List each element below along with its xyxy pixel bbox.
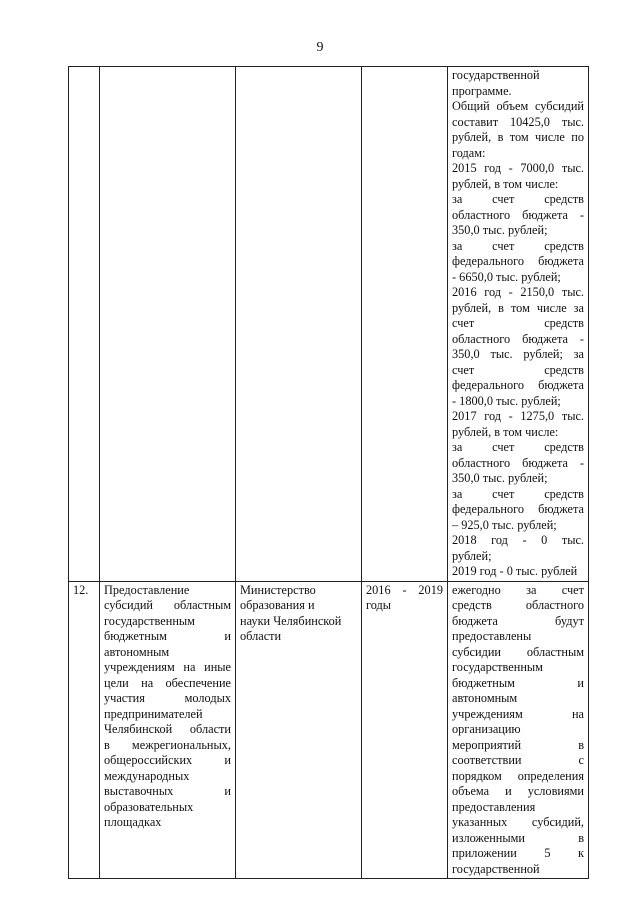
text-line: рублей; — [452, 548, 492, 563]
text-line: предоставлены — [452, 629, 532, 643]
text-line: областного бюджета - — [452, 455, 584, 470]
text-line: - 6650,0 тыс. рублей; — [452, 269, 561, 284]
text-line: Министерство — [240, 582, 316, 597]
text-line: средств областного — [452, 598, 584, 612]
text-line: площадках — [104, 815, 162, 829]
result-cell — [448, 581, 589, 879]
text-line: федерального бюджета — [452, 254, 584, 268]
text-line: государственной — [452, 68, 540, 82]
text-line: ежегодно за счет — [452, 582, 584, 597]
text-line: рублей, в том числе за — [452, 300, 584, 315]
text-line: программе. — [452, 83, 512, 98]
text-line: – 925,0 тыс. рублей; — [452, 517, 557, 532]
text-line: 2019 год - 0 тыс. рублей — [452, 564, 578, 578]
text-line: областного бюджета - — [452, 331, 584, 346]
text-line: государственным — [452, 660, 543, 674]
activity-cell — [100, 67, 236, 582]
executor-cell — [236, 67, 362, 582]
executor-text — [240, 583, 357, 645]
text-line: - 1800,0 тыс. рублей; — [452, 393, 561, 408]
text-line: науки Челябинской — [240, 613, 342, 628]
text-line: 350,0 тыс. рублей; — [452, 223, 548, 237]
text-line: общероссийских и — [104, 753, 231, 767]
text-line: 2016 - 2019 — [366, 582, 443, 597]
result-text — [452, 68, 584, 580]
program-table — [68, 66, 589, 879]
text-line: Челябинской области — [104, 722, 231, 736]
text-line: Предоставление — [104, 582, 190, 597]
text-line: организацию — [452, 722, 521, 736]
text-line: областного бюджета - — [452, 207, 584, 222]
text-line: автономным — [452, 691, 518, 705]
period-text — [366, 583, 443, 614]
text-line: предпринимателей — [104, 706, 203, 721]
text-line: международных — [104, 768, 190, 783]
text-line: счет средств — [452, 362, 584, 377]
text-line: образовательных — [104, 799, 194, 814]
text-line: за счет средств — [452, 238, 584, 253]
text-line: автономным — [104, 644, 170, 659]
period-cell — [362, 67, 448, 582]
text-line: в межрегиональных, — [104, 737, 231, 752]
text-line: приложении 5 к — [452, 846, 584, 860]
result-text — [452, 583, 584, 878]
executor-cell — [236, 581, 362, 879]
text-line: 350,0 тыс. рублей; за — [452, 347, 584, 361]
text-line: выставочных и — [104, 784, 231, 798]
text-line: субсидий областным — [104, 598, 231, 612]
text-line: бюджетным и — [104, 629, 231, 643]
table-row-continued — [69, 67, 589, 582]
text-line: 2016 год - 2150,0 тыс. — [452, 285, 584, 299]
text-line: рублей, в том числе: — [452, 424, 559, 439]
activity-cell — [100, 581, 236, 879]
text-line: соответствии с — [452, 753, 584, 767]
row-number-cell: 12. — [69, 581, 100, 879]
text-line: порядком определения — [452, 768, 584, 783]
table-row-12 — [69, 581, 589, 879]
text-line: участия молодых — [104, 691, 231, 705]
text-line: за счет средств — [452, 440, 584, 454]
text-line: рублей, в том числе по — [452, 130, 584, 144]
text-line: предоставления — [452, 799, 536, 814]
text-line: за счет средств — [452, 486, 584, 501]
text-line: Общий объем субсидий — [452, 99, 584, 113]
text-line: бюджетным и — [452, 675, 584, 690]
text-line: изложенными в — [452, 830, 584, 845]
text-line: 2015 год - 7000,0 тыс. — [452, 161, 584, 175]
row-number-cell — [69, 67, 100, 582]
text-line: рублей, в том числе: — [452, 176, 559, 191]
text-line: годам: — [452, 145, 486, 160]
text-line: указанных субсидий, — [452, 815, 584, 829]
text-line: учреждениям на — [452, 706, 584, 721]
text-line: объема и условиями — [452, 784, 584, 798]
text-line: цели на обеспечение — [104, 675, 231, 690]
text-line: за счет средств — [452, 192, 584, 206]
text-line: субсидии областным — [452, 644, 584, 659]
text-line: образования и — [240, 598, 315, 612]
text-line: 2017 год - 1275,0 тыс. — [452, 409, 584, 423]
text-line: составит 10425,0 тыс. — [452, 114, 584, 129]
text-line: федерального бюджета — [452, 378, 584, 392]
text-line: бюджета будут — [452, 613, 584, 628]
text-line: государственным — [104, 613, 195, 628]
page-number: 9 — [316, 40, 324, 55]
result-cell — [448, 67, 589, 582]
period-cell — [362, 581, 448, 879]
text-line: мероприятий в — [452, 737, 584, 752]
activity-text — [104, 583, 231, 831]
text-line: годы — [366, 598, 392, 612]
text-line: государственной — [452, 861, 540, 876]
text-line: 350,0 тыс. рублей; — [452, 471, 548, 485]
text-line: счет средств — [452, 316, 584, 330]
text-line: области — [240, 629, 282, 643]
text-line: 2018 год - 0 тыс. — [452, 533, 584, 547]
text-line: федерального бюджета — [452, 502, 584, 516]
text-line: учреждениям на иные — [104, 660, 231, 674]
